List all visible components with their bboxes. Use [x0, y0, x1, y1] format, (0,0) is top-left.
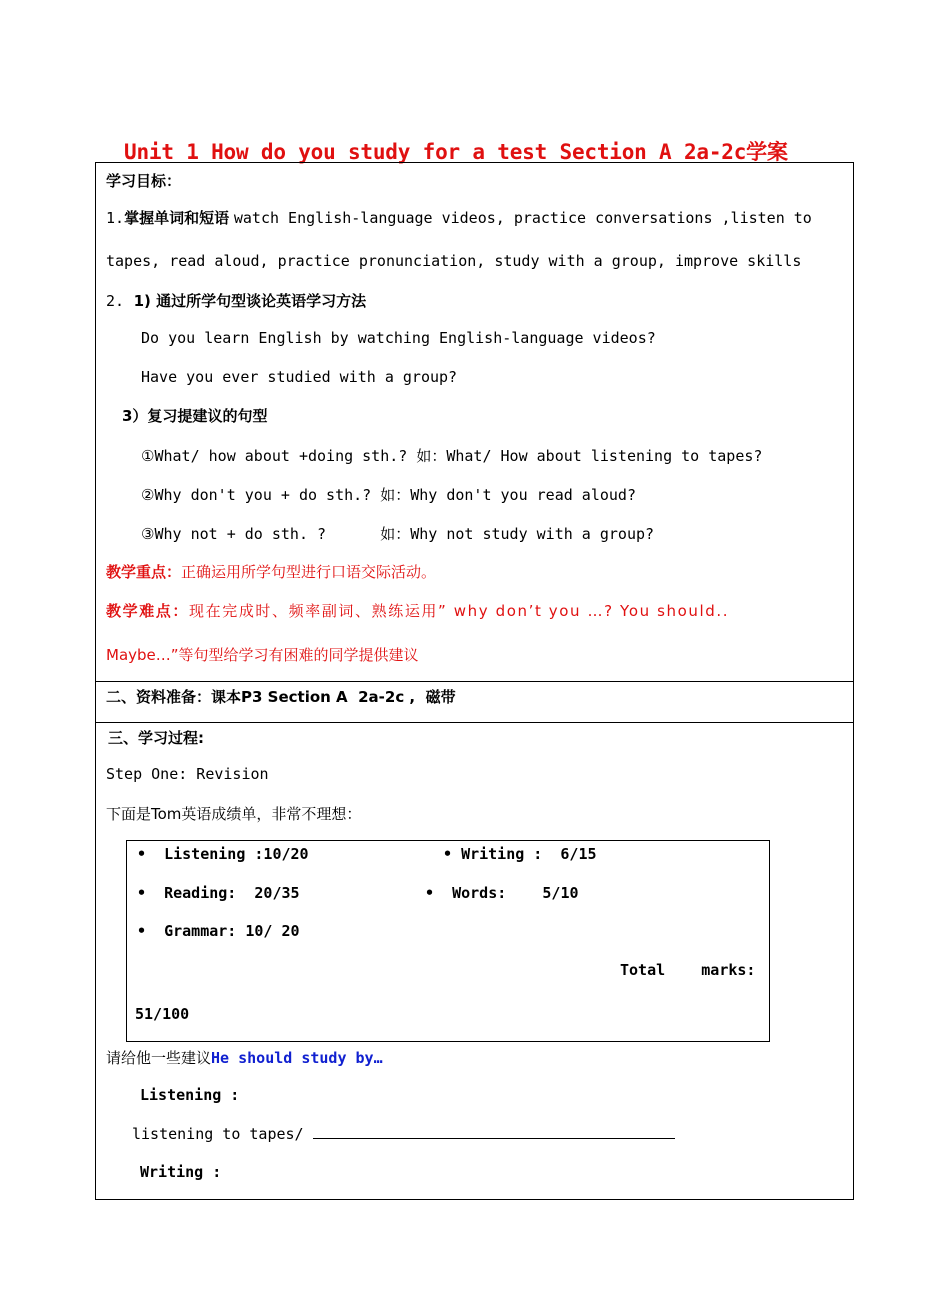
writing-label: Writing : — [140, 1163, 222, 1181]
score-words: • Words: 5/10 — [425, 884, 579, 902]
step-title: Step One: Revision — [106, 765, 269, 783]
score-card — [126, 840, 770, 1042]
pattern-1: ①What/ how about +doing sth.? 如：What/ How about listening to tapes? — [141, 447, 763, 465]
score-writing: • Writing : 6/15 — [443, 845, 597, 863]
page-title: Unit 1 How do you study for a test Section A 2a-2c学案 — [124, 140, 788, 164]
score-total-value: 51/100 — [135, 1005, 190, 1023]
suggestion-patterns-heading: 3）复习提建议的句型 — [122, 407, 268, 425]
teaching-focus: 教学重点：正确运用所学句型进行口语交际活动。 — [106, 563, 437, 581]
objective-item-1-continued: tapes, read aloud, practice pronunciation, study with a group, improve skills — [106, 252, 802, 270]
objectives-heading: 学习目标： — [106, 172, 182, 190]
advice-prompt: 请给他一些建议He should study by… — [106, 1049, 383, 1067]
score-intro: 下面是Tom英语成绩单，非常不理想： — [106, 805, 362, 823]
teaching-difficulty-continued: Maybe…”等句型给学习有困难的同学提供建议 — [106, 646, 419, 664]
objective-item-1: 1.掌握单词和短语 watch English-language videos, practice conversations ,listen to — [106, 209, 812, 227]
objective-item-2: 2. 1) 通过所学句型谈论英语学习方法 — [106, 292, 367, 310]
score-total-label: Total marks: — [620, 961, 756, 979]
score-listening: • Listening :10/20 — [137, 845, 309, 863]
teaching-difficulty: 教学难点：现在完成时、频率副词、熟练运用” why don’t you …? You should.. — [106, 602, 730, 620]
process-heading: 三、学习过程: — [108, 729, 204, 747]
score-reading: • Reading: 20/35 — [137, 884, 300, 902]
answer-blank[interactable] — [313, 1124, 675, 1139]
example-question-2: Have you ever studied with a group? — [141, 368, 458, 386]
listening-answer: listening to tapes/ — [132, 1124, 675, 1143]
materials-text: 二、资料准备：课本P3 Section A 2a-2c , 磁带 — [106, 688, 456, 706]
listening-label: Listening : — [140, 1086, 240, 1104]
pattern-3: ③Why not + do sth. ? 如：Why not study with a group? — [141, 525, 655, 543]
example-question-1: Do you learn English by watching English-language videos? — [141, 329, 656, 347]
score-grammar: • Grammar: 10/ 20 — [137, 922, 300, 940]
pattern-2: ②Why don't you + do sth.? 如：Why don't you read aloud? — [141, 486, 636, 504]
